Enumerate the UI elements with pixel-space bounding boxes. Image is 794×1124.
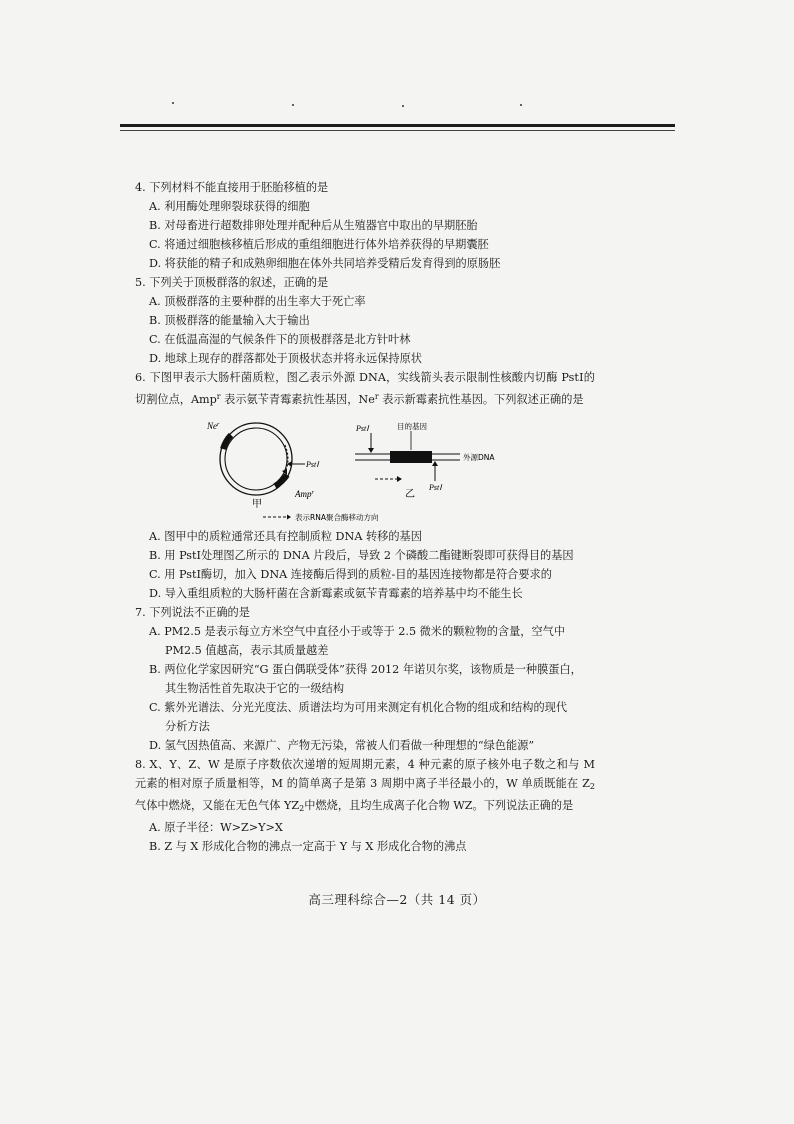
question-5-option-c: C. 在低温高湿的气候条件下的顶极群落是北方针叶林 — [149, 333, 411, 346]
target-gene-label: 目的基因 — [397, 422, 427, 431]
question-8-stem — [135, 755, 595, 818]
question-5-option-a: A. 顶极群落的主要种群的出生率大于死亡率 — [149, 295, 366, 308]
figure-jia-label: 甲 — [252, 499, 262, 510]
question-7-option-a-line1: A. PM2.5 是表示每立方米空气中直径小于或等于 2.5 微米的颗粒物的含量，空气中 — [149, 625, 566, 638]
neo-label-sup: r — [217, 422, 220, 428]
question-8 — [135, 755, 595, 856]
page-content — [135, 178, 595, 856]
question-8-option-b: B. Z 与 X 形成化合物的沸点一定高于 Y 与 X 形成化合物的沸点 — [149, 840, 467, 853]
question-8-stem-part3: 中燃烧，且均生成离子化合物 WZ。下列说法正确的是 — [304, 799, 574, 812]
question-4-option-c: C. 将通过细胞核移植后形成的重组细胞进行体外培养获得的早期囊胚 — [149, 238, 489, 251]
pst1-label-jia: PstⅠ — [306, 460, 319, 469]
question-7-option-b-line2: 其生物活性首先取决于它的一级结构 — [165, 682, 345, 695]
foreign-dna-label: 外源DNA — [463, 453, 495, 462]
question-7-option-b — [135, 660, 595, 698]
z2-subscript: 2 — [589, 782, 595, 791]
question-6-stem-part2: 表示氨苄青霉素抗性基因，Ne — [220, 393, 375, 406]
header-rule-thin — [120, 130, 675, 131]
question-7-stem: 7. 下列说法不正确的是 — [135, 606, 250, 619]
question-7-option-d-line1: D. 氢气因热值高、来源广、产物无污染，常被人们看做一种理想的“绿色能源” — [149, 739, 535, 752]
pst1-label-right: PstⅠ — [429, 483, 442, 492]
question-8-stem-part2: 气体中燃烧，又能在无色气体 YZ — [135, 799, 300, 812]
figure-yi-label: 乙 — [405, 489, 415, 500]
question-6-option-d: D. 导入重组质粒的大肠杆菌在含新霉素或氨苄青霉素的培养基中均不能生长 — [149, 587, 523, 600]
diagram-legend — [263, 512, 379, 522]
question-5-stem: 5. 下列关于顶极群落的叙述，正确的是 — [135, 276, 329, 289]
question-7-option-a — [135, 622, 595, 660]
question-7-option-a-line2: PM2.5 值越高，表示其质量越差 — [165, 644, 329, 657]
pst1-cut-arrowhead-left — [368, 448, 374, 453]
legend-text: 表示RNA聚合酶移动方向 — [295, 513, 379, 522]
neo-label-text: Ne — [207, 421, 217, 431]
question-7-option-d — [135, 736, 595, 755]
question-4-option-b: B. 对母畜进行超数排卵处理并配种后从生殖器官中取出的早期胚胎 — [149, 219, 478, 232]
question-4 — [135, 178, 595, 273]
question-5-option-d: D. 地球上现存的群落都处于顶极状态并将永远保持原状 — [149, 352, 422, 365]
target-gene-block — [390, 451, 432, 463]
question-5 — [135, 273, 595, 368]
question-4-option-a: A. 利用酶处理卵裂球获得的细胞 — [149, 200, 310, 213]
question-6-stem-part3: 表示新霉素抗性基因。下列叙述正确的是 — [378, 393, 584, 406]
question-8-option-a: A. 原子半径：W>Z>Y>X — [149, 821, 283, 834]
question-6 — [135, 368, 595, 603]
question-8-stem-part1: 8. X、Y、Z、W 是原子序数依次递增的短周期元素，4 种元素的原子核外电子数之和与 M 元素的相对原子质量相等，M 的简单离子是第 3 周期中离子半径最小的，W 单质既能在 Z — [135, 758, 595, 790]
rna-polymerase-arrowhead-yi — [397, 476, 402, 482]
question-7-option-b-line1: B. 两位化学家因研究“G 蛋白偶联受体”获得 2012 年诺贝尔奖，该物质是一种膜蛋白， — [149, 663, 582, 676]
pst1-label-left: PstⅠ — [356, 424, 369, 433]
question-4-stem: 4. 下列材料不能直接用于胚胎移植的是 — [135, 181, 329, 194]
page-footer: 高三理科综合—2（共 14 页） — [308, 892, 486, 907]
question-6-stem-part1: 6. 下图甲表示大肠杆菌质粒，图乙表示外源 DNA，实线箭头表示限制性核酸内切酶 PstⅠ的切割位点，Amp — [135, 371, 595, 406]
amp-label-text: Amp — [295, 489, 312, 499]
scan-specks — [0, 100, 794, 110]
amp-label-sup: r — [311, 490, 314, 496]
question-6-figure — [135, 411, 595, 523]
question-4-option-d: D. 将获能的精子和成熟卵细胞在体外共同培养受精后发育得到的原肠胚 — [149, 257, 501, 270]
question-7-option-c — [135, 698, 595, 736]
question-7-option-c-line2: 分析方法 — [165, 720, 210, 733]
question-6-option-a: A. 图甲中的质粒通常还具有控制质粒 DNA 转移的基因 — [149, 530, 422, 543]
neo-label — [206, 421, 220, 431]
amp-superscript: r — [216, 392, 221, 401]
legend-arrowhead — [287, 515, 291, 520]
foreign-dna-figure-yi — [355, 421, 495, 500]
yz2-subscript: 2 — [299, 804, 305, 813]
pst1-cut-arrowhead-right — [432, 461, 438, 466]
plasmid-and-dna-diagram — [135, 411, 595, 523]
header-rule-thick — [120, 124, 675, 127]
amp-label — [294, 489, 315, 499]
plasmid-figure-jia — [206, 421, 320, 510]
question-6-stem — [135, 368, 595, 409]
question-7-option-c-line1: C. 紫外光谱法、分光光度法、质谱法均为可用来测定有机化合物的组成和结构的现代 — [149, 701, 568, 714]
question-6-option-c: C. 用 PstⅠ酶切，加入 DNA 连接酶后得到的质粒-目的基因连接物都是符合要求的 — [149, 568, 552, 581]
question-7 — [135, 603, 595, 755]
question-6-option-b: B. 用 PstⅠ处理图乙所示的 DNA 片段后，导致 2 个磷酸二酯键断裂即可获得目的基因 — [149, 549, 574, 562]
neo-superscript: r — [374, 392, 379, 401]
question-5-option-b: B. 顶极群落的能量输入大于输出 — [149, 314, 310, 327]
